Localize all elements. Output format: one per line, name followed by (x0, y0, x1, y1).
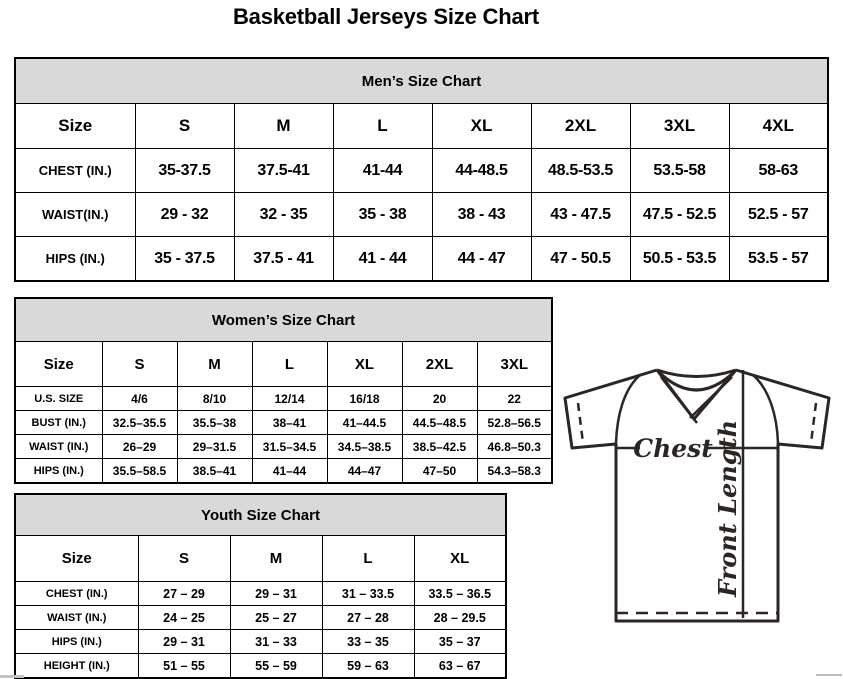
row-label: CHEST (IN.) (15, 149, 135, 193)
scrollbar-fragment-right[interactable] (816, 674, 842, 676)
table-cell: 38–41 (252, 411, 327, 435)
table-cell: 55 – 59 (230, 654, 322, 679)
table-cell: 51 – 55 (138, 654, 230, 679)
table-cell: 63 – 67 (414, 654, 506, 679)
table-cell: 8/10 (177, 387, 252, 411)
row-label: CHEST (IN.) (15, 582, 138, 606)
table-cell: 58-63 (729, 149, 828, 193)
jersey-measurement-diagram (550, 355, 843, 635)
table-cell: 28 – 29.5 (414, 606, 506, 630)
table-cell: 4/6 (102, 387, 177, 411)
row-label: BUST (IN.) (15, 411, 102, 435)
collar-back-arc-outer (657, 370, 736, 377)
table-cell: 26–29 (102, 435, 177, 459)
column-header: S (138, 536, 230, 582)
mens-size-chart-table (14, 57, 829, 282)
column-header: L (252, 342, 327, 387)
table-cell: 41–44.5 (327, 411, 402, 435)
table-cell: 12/14 (252, 387, 327, 411)
table-cell: 44-48.5 (432, 149, 531, 193)
table-cell: 35-37.5 (135, 149, 234, 193)
jersey-outline-drawing (550, 355, 843, 635)
table-cell: 33 – 35 (322, 630, 414, 654)
right-armhole-seam (753, 375, 778, 443)
table-row (15, 435, 552, 459)
column-header: M (230, 536, 322, 582)
table-cell: 47–50 (402, 459, 477, 484)
table-cell: 53.5-58 (630, 149, 729, 193)
table-cell: 31 – 33 (230, 630, 322, 654)
table-cell: 29 - 32 (135, 193, 234, 237)
page-title: Basketball Jerseys Size Chart (232, 4, 540, 29)
womens-size-chart-table (14, 297, 553, 484)
table-cell: 32 - 35 (234, 193, 333, 237)
column-header: Size (15, 536, 138, 582)
column-header: L (333, 104, 432, 149)
table-cell: 53.5 - 57 (729, 237, 828, 282)
table-header-row (15, 104, 828, 149)
table-cell: 29–31.5 (177, 435, 252, 459)
table-cell: 54.3–58.3 (477, 459, 552, 484)
table-cell: 44.5–48.5 (402, 411, 477, 435)
table-title-row (15, 298, 552, 342)
right-cuff-dashed-line (811, 403, 816, 443)
table-cell: 41–44 (252, 459, 327, 484)
left-cuff-dashed-line (578, 403, 583, 443)
jersey-body-outline (565, 370, 829, 621)
table-cell: 41 - 44 (333, 237, 432, 282)
table-row (15, 237, 828, 282)
table-cell: 25 – 27 (230, 606, 322, 630)
table-row (15, 411, 552, 435)
table-cell: 48.5-53.5 (531, 149, 630, 193)
table-row (15, 459, 552, 484)
table-cell: 34.5–38.5 (327, 435, 402, 459)
table-cell: 35 – 37 (414, 630, 506, 654)
youth-chart-title: Youth Size Chart (15, 494, 506, 536)
table-cell: 52.5 - 57 (729, 193, 828, 237)
column-header: 3XL (477, 342, 552, 387)
table-row (15, 606, 506, 630)
chest-label: Chest (633, 434, 713, 463)
column-header: Size (15, 104, 135, 149)
table-row (15, 193, 828, 237)
table-cell: 43 - 47.5 (531, 193, 630, 237)
table-row (15, 654, 506, 679)
table-cell: 16/18 (327, 387, 402, 411)
table-cell: 31.5–34.5 (252, 435, 327, 459)
row-label: U.S. SIZE (15, 387, 102, 411)
table-cell: 47 - 50.5 (531, 237, 630, 282)
row-label: HIPS (IN.) (15, 237, 135, 282)
table-cell: 38.5–42.5 (402, 435, 477, 459)
table-cell: 33.5 – 36.5 (414, 582, 506, 606)
mens-chart-title: Men’s Size Chart (15, 58, 828, 104)
table-header-row (15, 536, 506, 582)
table-cell: 20 (402, 387, 477, 411)
table-row (15, 582, 506, 606)
table-cell: 47.5 - 52.5 (630, 193, 729, 237)
table-cell: 27 – 28 (322, 606, 414, 630)
table-cell: 27 – 29 (138, 582, 230, 606)
table-cell: 37.5 - 41 (234, 237, 333, 282)
column-header: M (177, 342, 252, 387)
table-cell: 35.5–38 (177, 411, 252, 435)
table-cell: 35 - 37.5 (135, 237, 234, 282)
column-header: XL (432, 104, 531, 149)
table-cell: 52.8–56.5 (477, 411, 552, 435)
table-cell: 59 – 63 (322, 654, 414, 679)
left-armhole-seam (616, 375, 640, 443)
table-cell: 38.5–41 (177, 459, 252, 484)
row-label: HIPS (IN.) (15, 459, 102, 484)
table-cell: 50.5 - 53.5 (630, 237, 729, 282)
table-cell: 29 – 31 (230, 582, 322, 606)
table-row (15, 387, 552, 411)
column-header: 2XL (402, 342, 477, 387)
row-label: WAIST (IN.) (15, 435, 102, 459)
table-cell: 29 – 31 (138, 630, 230, 654)
table-cell: 44 - 47 (432, 237, 531, 282)
scrollbar-fragment-left[interactable] (0, 675, 24, 678)
column-header: L (322, 536, 414, 582)
table-cell: 35.5–58.5 (102, 459, 177, 484)
youth-size-chart-table (14, 493, 507, 679)
column-header: 3XL (630, 104, 729, 149)
column-header: Size (15, 342, 102, 387)
column-header: S (135, 104, 234, 149)
row-label: WAIST (IN.) (15, 606, 138, 630)
table-cell: 44–47 (327, 459, 402, 484)
row-label: HIPS (IN.) (15, 630, 138, 654)
table-row (15, 630, 506, 654)
table-cell: 22 (477, 387, 552, 411)
table-header-row (15, 342, 552, 387)
column-header: XL (414, 536, 506, 582)
vneck-inner-right (690, 377, 732, 418)
table-cell: 37.5-41 (234, 149, 333, 193)
front-length-label: Front Length (713, 419, 742, 597)
column-header: 4XL (729, 104, 828, 149)
table-title-row (15, 494, 506, 536)
column-header: 2XL (531, 104, 630, 149)
column-header: S (102, 342, 177, 387)
table-cell: 32.5–35.5 (102, 411, 177, 435)
row-label: WAIST(IN.) (15, 193, 135, 237)
table-cell: 24 – 25 (138, 606, 230, 630)
table-row (15, 149, 828, 193)
table-cell: 41-44 (333, 149, 432, 193)
table-title-row (15, 58, 828, 104)
table-cell: 31 – 33.5 (322, 582, 414, 606)
table-cell: 35 - 38 (333, 193, 432, 237)
column-header: XL (327, 342, 402, 387)
row-label: HEIGHT (IN.) (15, 654, 138, 679)
womens-chart-title: Women’s Size Chart (15, 298, 552, 342)
column-header: M (234, 104, 333, 149)
table-cell: 38 - 43 (432, 193, 531, 237)
table-cell: 46.8–50.3 (477, 435, 552, 459)
